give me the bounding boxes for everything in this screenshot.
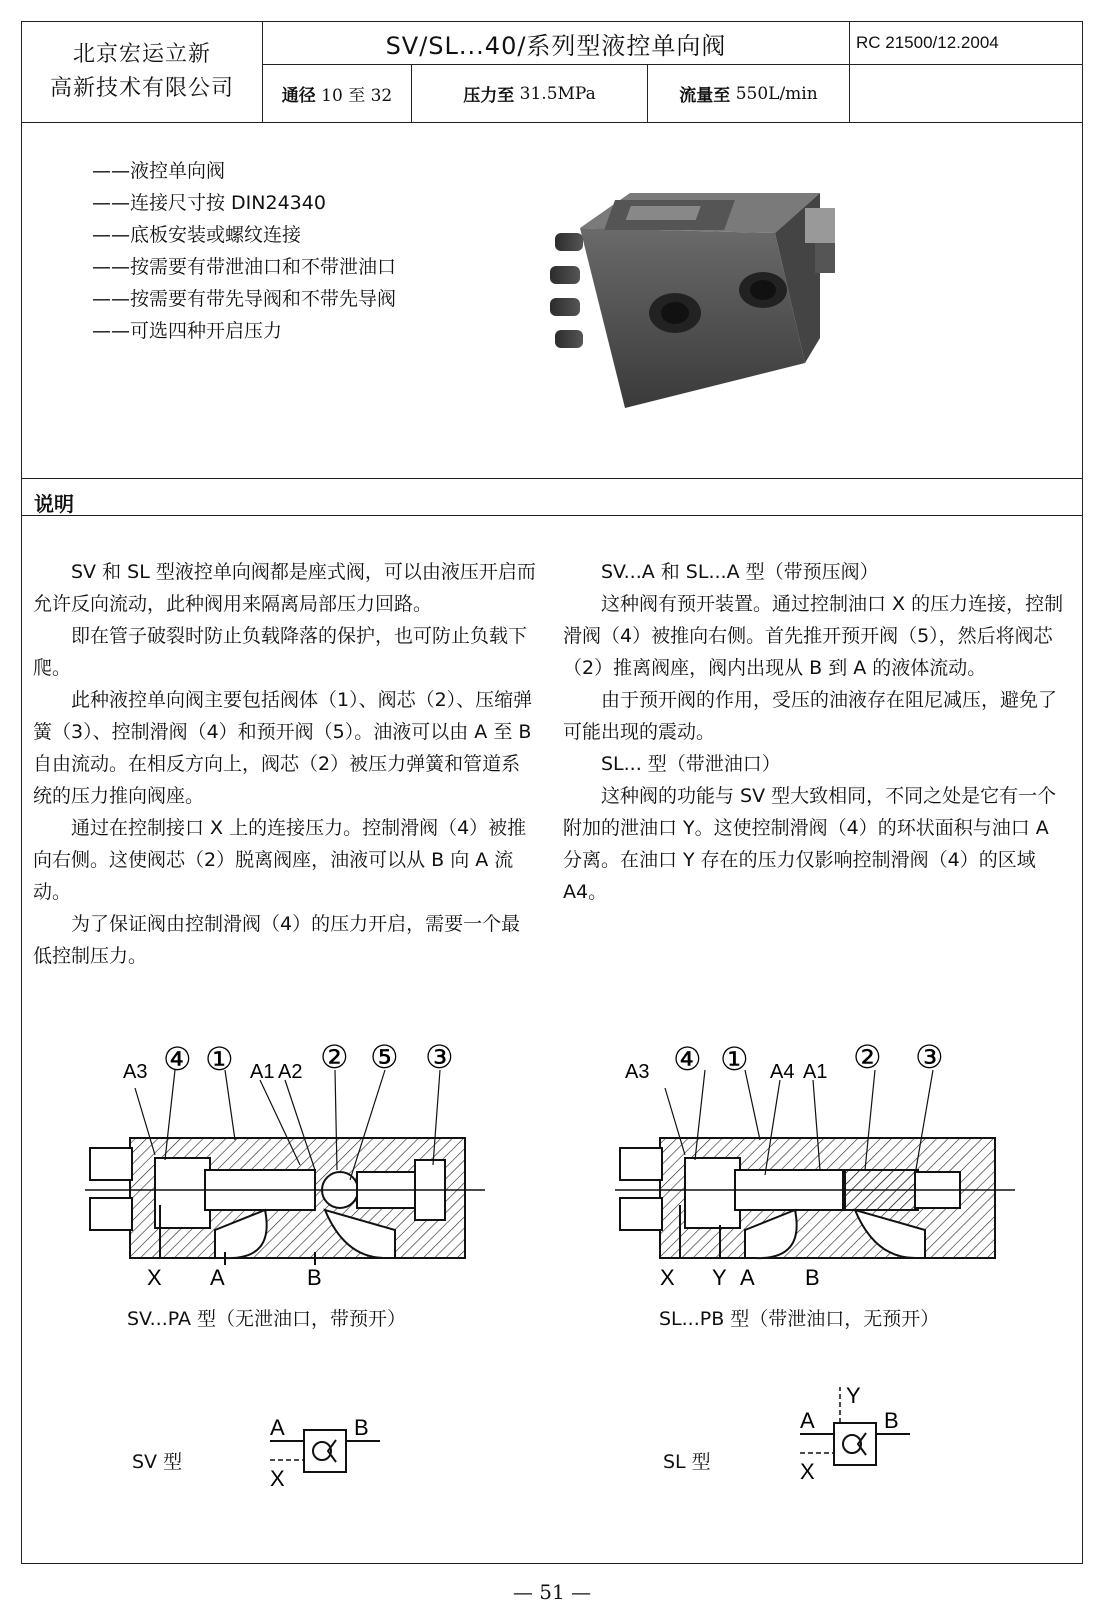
left-column — [33, 556, 538, 972]
port-label: A — [210, 1265, 225, 1290]
spec-size-label: 通径 — [281, 86, 316, 106]
feature-item: ——液控单向阀 — [92, 160, 226, 182]
diagram-label: ④ — [673, 1041, 702, 1077]
diagram-label: A2 — [278, 1061, 303, 1083]
diagram-label: ④ — [163, 1041, 192, 1077]
symbol-label: SV 型 — [132, 1451, 183, 1473]
symbol-label: SL 型 — [663, 1451, 711, 1473]
diagram-label: ⑤ — [370, 1039, 399, 1075]
diagram-caption: SL...PB 型（带泄油口，无预开） — [659, 1308, 940, 1330]
subheading: SV...A 和 SL...A 型（带预压阀） — [601, 561, 879, 583]
page-title: SV/SL...40/系列型液控单向阀 — [385, 31, 727, 60]
spec-flow — [648, 65, 849, 122]
port-label: X — [147, 1265, 162, 1290]
diagram-sl-pb — [615, 1030, 1025, 1330]
diagram-label: ② — [853, 1039, 882, 1075]
diagram-label: ② — [320, 1039, 349, 1075]
section-heading: 说明 — [34, 492, 74, 516]
feature-item: ——连接尺寸按 DIN24340 — [92, 192, 326, 214]
section-top-line — [22, 478, 1082, 479]
port-label: X — [800, 1459, 815, 1484]
spec-pressure-value: 31.5MPa — [519, 83, 596, 104]
spec-size-value: 10 至 32 — [321, 86, 393, 106]
spec-flow-value: 550L/min — [735, 83, 818, 104]
check-valve-symbol-sv — [270, 1400, 390, 1500]
spec-flow-label: 流量至 — [679, 86, 731, 106]
subheading: SL... 型（带泄油口） — [601, 753, 781, 775]
diagram-label: A1 — [803, 1061, 828, 1083]
port-label: B — [884, 1408, 899, 1433]
port-label: A — [270, 1415, 285, 1440]
feature-item: ——按需要有带先导阀和不带先导阀 — [92, 288, 397, 310]
valve-photo — [545, 178, 845, 423]
diagram-label: A3 — [625, 1061, 650, 1083]
port-label: X — [270, 1466, 285, 1491]
diagram-sv-pa — [85, 1030, 495, 1330]
standard-number: RC 21500/12.2004 — [856, 33, 999, 52]
feature-list — [92, 155, 396, 347]
paragraph: 即在管子破裂时防止负载降落的保护，也可防止负载下爬。 — [33, 625, 528, 679]
paragraph: 这种阀的功能与 SV 型大致相同，不同之处是它有一个附加的泄油口 Y。这使控制滑阀（4）的环状面积与油口 A 分离。在油口 Y 存在的压力仅影响控制滑阀（4）的区域 A4。 — [563, 785, 1057, 903]
diagram-label: A4 — [770, 1061, 795, 1083]
diagram-label: A1 — [250, 1061, 275, 1083]
port-label: X — [660, 1265, 675, 1290]
diagram-label: ① — [720, 1041, 749, 1077]
diagram-label: ① — [205, 1041, 234, 1077]
diagram-caption: SV...PA 型（无泄油口，带预开） — [127, 1308, 407, 1330]
right-column — [563, 556, 1068, 908]
paragraph: 由于预开阀的作用，受压的油液存在阻尼减压，避免了可能出现的震动。 — [563, 689, 1058, 743]
port-label: A — [740, 1265, 755, 1290]
port-label: A — [800, 1408, 815, 1433]
paragraph: SV 和 SL 型液控单向阀都是座式阀，可以由液压开启而允许反向流动，此种阀用来隔离局部压力回路。 — [33, 561, 536, 615]
port-label: B — [354, 1415, 369, 1440]
port-label: Y — [846, 1383, 861, 1408]
diagram-label: ③ — [425, 1039, 454, 1075]
feature-item: ——可选四种开启压力 — [92, 320, 283, 342]
check-valve-symbol-sl — [800, 1375, 920, 1495]
spec-pressure — [412, 65, 647, 122]
paragraph: 这种阀有预开装置。通过控制油口 X 的压力连接，控制滑阀（4）被推向右侧。首先推开预开阀（5），然后将阀芯（2）推离阀座，阀内出现从 B 到 A 的液体流动。 — [563, 593, 1064, 679]
company-name: 北京宏运立新 高新技术有限公司 — [49, 42, 234, 101]
port-label: B — [805, 1265, 820, 1290]
feature-item: ——按需要有带泄油口和不带泄油口 — [92, 256, 397, 278]
paragraph: 此种液控单向阀主要包括阀体（1）、阀芯（2）、压缩弹簧（3）、控制滑阀（4）和预开阀（5）。油液可以由 A 至 B 自由流动。在相反方向上，阀芯（2）被压力弹簧和管道系统的压力推向阀座。 — [33, 689, 533, 807]
diagram-label: A3 — [123, 1061, 148, 1083]
port-label: Y — [712, 1265, 727, 1290]
section-bottom-line — [22, 515, 1082, 516]
diagram-label: ③ — [915, 1039, 944, 1075]
header-bottom-line — [22, 122, 1082, 123]
spec-size — [263, 65, 411, 122]
page-number: — 51 — — [512, 1580, 592, 1604]
port-label: B — [307, 1265, 322, 1290]
feature-item: ——底板安装或螺纹连接 — [92, 224, 302, 246]
paragraph: 为了保证阀由控制滑阀（4）的压力开启，需要一个最低控制压力。 — [33, 913, 521, 967]
spec-pressure-label: 压力至 — [463, 86, 515, 106]
paragraph: 通过在控制接口 X 上的连接压力。控制滑阀（4）被推向右侧。这使阀芯（2）脱离阀座，油液可以从 B 向 A 流动。 — [33, 817, 527, 903]
